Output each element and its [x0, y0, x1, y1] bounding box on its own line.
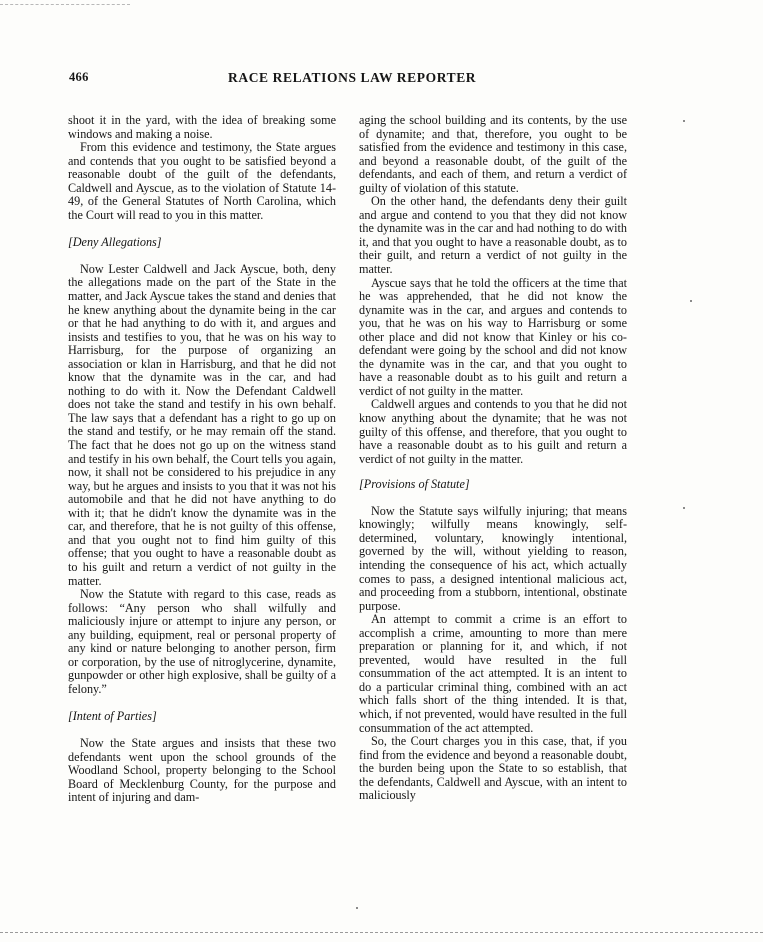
paragraph: Now the Statute with regard to this case, reads as follows: “Any person who shall wilfully and maliciously injure or attempt to injure any person, or any building, equipment, real or personal property of any kind or nature belonging to another person, firm or corporation, by the use of nitroglycerine, dynamite, gunpowder or other high explosive, shall be guilty of a felony.” — [68, 587, 336, 696]
paragraph: On the other hand, the defendants deny their guilt and argue and contend to you that they did not know the dynamite was in the car and had nothing to do with it, and that you ought to have a reasonable doubt, as to their guilt, and return a verdict of not guilty in the matter. — [359, 194, 627, 277]
paragraph: So, the Court charges you in this case, that, if you find from the evidence and beyond a reasonable doubt, the burden being upon the State to so establish, that the defendants, Caldwell and Ayscue, with an intent to maliciously — [359, 734, 627, 803]
paragraph: Now the Statute says wilfully injuring; that means knowingly; wilfully means knowingly, self-determined, voluntary, knowingly intentional, governed by the will, without yielding to reason, intending the consequence of his act, which actually comes to pass, a designed intentional malicious act, and proceeding from a stubborn, intentional, obstinate purpose. — [359, 503, 627, 613]
scan-bottom-edge — [0, 932, 763, 933]
paragraph: shoot it in the yard, with the idea of breaking some windows and making a noise. — [68, 113, 336, 141]
scan-speck — [683, 120, 685, 122]
scan-speck — [683, 507, 685, 509]
paragraph: Caldwell argues and contends to you that he did not know anything about the dynamite; that he was not guilty of this offense, and therefore, that you ought to have a reasonable doubt as to his guilt and return a verdict of not guilty in the matter. — [359, 397, 627, 466]
paragraph: Now Lester Caldwell and Jack Ayscue, both, deny the allegations made on the part of the State in the matter, and Jack Ayscue takes the stand and denies that he knew anything about the dynamite being in the car or that he had anything to do with it, and argues and insists and testifies to you, that he was on his way to Harrisburg, for the purpose of organizing an association or klan in Harrisburg, and that he did not know that the dynamite was in the car, and had nothing to do with it. Now the Defendant Caldwell does not take the stand and testify in his own behalf. The law says that a defendant has a right to go up on the stand and testify, or he may remain off the stand. The fact that he does not go up on the witness stand and testify in his own behalf, the Court tells you again, now, it shall not be considered to his prejudice in any way, but he argues and insists to you that it was not his automobile and that he did not have anything to do with it; that he didn't know the dynamite was in the car, and therefore, that he is not guilty of this offense, and that you ought not to find him guilty of this offense; that you ought to have a reasonable doubt as to his guilt and return a verdict of not guilty in the matter. — [68, 261, 336, 588]
paragraph: An attempt to commit a crime is an effort to accomplish a crime, amounting to more than mere preparation or planning for it, and which, if not prevented, would have resulted in the full consummation of the act attempted. It is an intent to do a particular criminal thing, combined with an act which falls short of the thing intended. It is that, which, if not prevented, would have resulted in the full consummation of the act attempted. — [359, 612, 627, 735]
running-title: RACE RELATIONS LAW REPORTER — [228, 70, 477, 85]
section-heading: [Provisions of Statute] — [359, 477, 470, 492]
paragraph: aging the school building and its contents, by the use of dynamite; and that, therefore, you ought to be satisfied from the evidence and testimony in this case, and beyond a reasonable doubt, of the guilt of the defendants, and each of them, and return a verdict of guilty of violation of this statute. — [359, 113, 627, 195]
page-number: 466 — [69, 70, 89, 84]
scan-top-edge — [0, 4, 130, 5]
paragraph: From this evidence and testimony, the State argues and contends that you ought to be satisfied beyond a reasonable doubt of the guilt of the defendants, Caldwell and Ayscue, as to the violation of Statute 14-49, of the General Statutes of North Carolina, which the Court will read to you in this matter. — [68, 140, 336, 222]
scan-speck — [690, 300, 692, 302]
page-header — [0, 70, 763, 90]
paragraph: Ayscue says that he told the officers at the time that he was apprehended, that he did not know the dynamite was in the car, and argues and contends to you, that he was on his way to Harrisburg or some other place and did not know that Kinley or his co-defendant were going by the school and did not know the dynamite was in the car, and that you ought to have a reasonable doubt as to his guilt and return a verdict of not guilty in the matter. — [359, 275, 627, 398]
section-heading: [Intent of Parties] — [68, 709, 157, 724]
left-column — [68, 114, 336, 805]
paragraph: Now the State argues and insists that these two defendants went upon the school grounds of the Woodland School, property belonging to the School Board of Mecklenburg County, for the purpose and intent of injuring and dam- — [68, 735, 336, 805]
right-column — [359, 114, 627, 803]
scan-speck — [356, 907, 358, 909]
section-heading: [Deny Allegations] — [68, 235, 162, 250]
